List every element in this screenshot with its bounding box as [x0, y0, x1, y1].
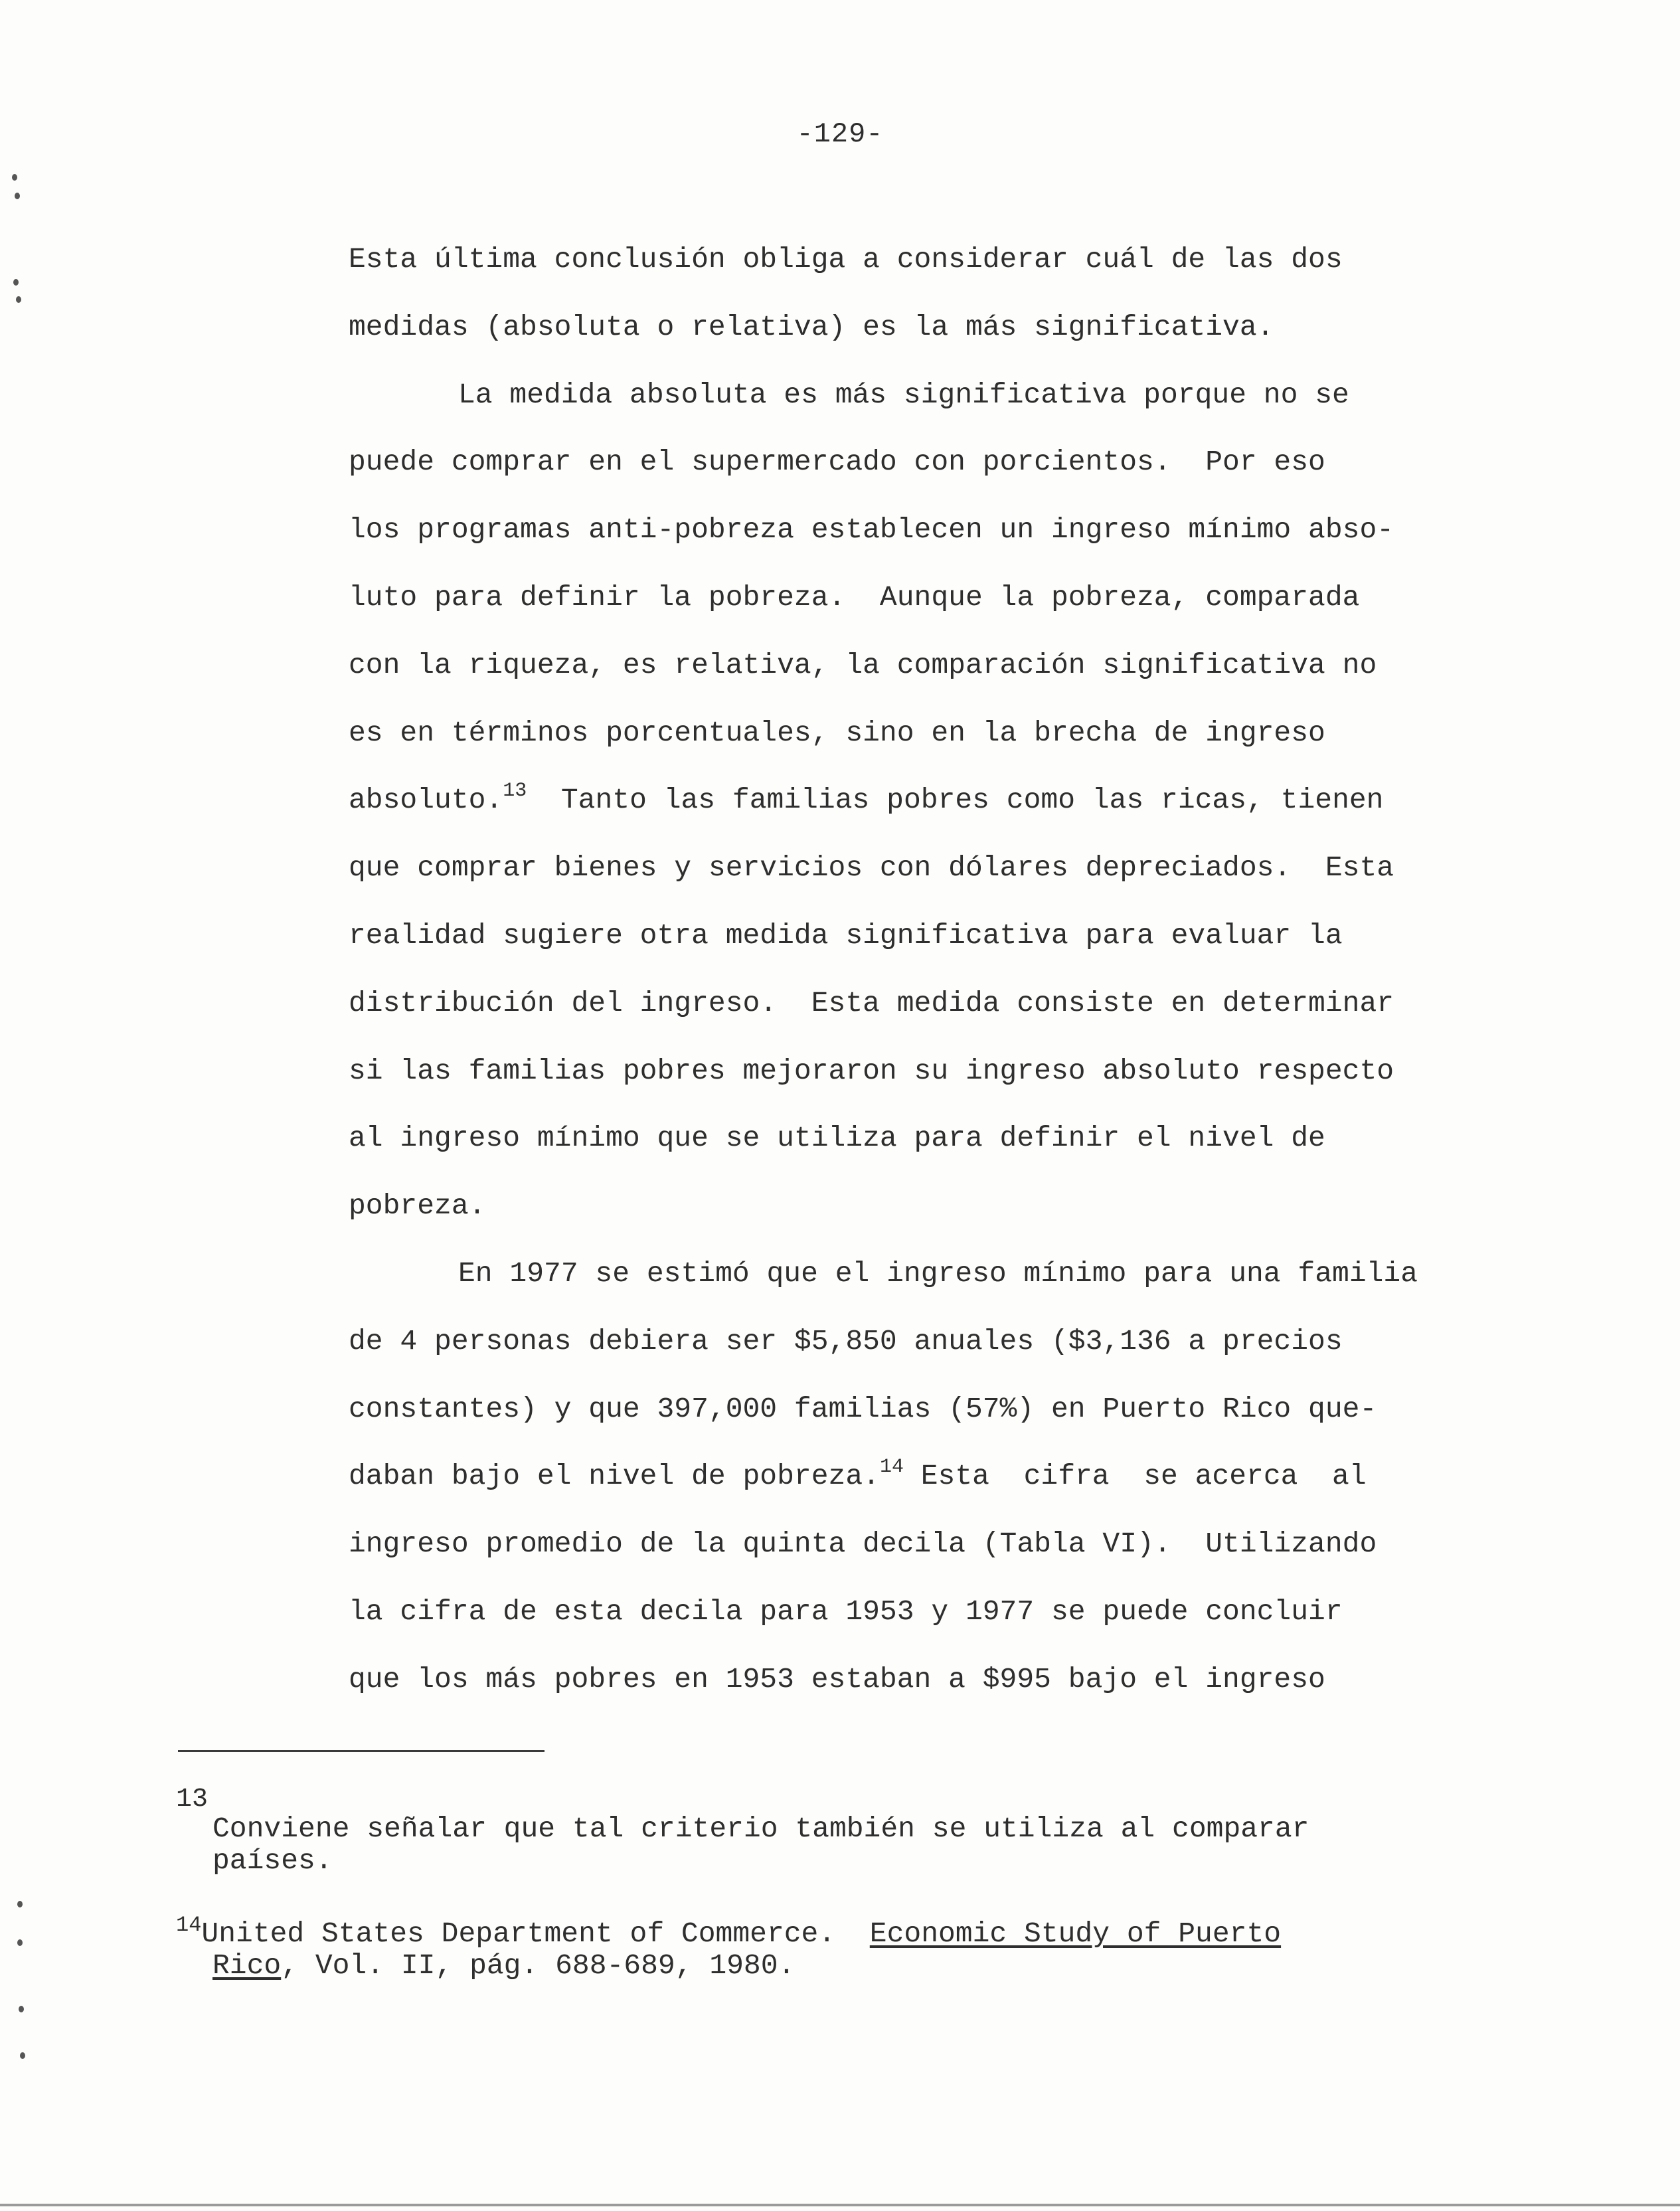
text-line-content: absoluto. [349, 784, 503, 817]
text-line-content: puede comprar en el supermercado con porcientos. Por eso [349, 446, 1325, 479]
text-line-content: La medida absoluta es más significativa porque no se [458, 378, 1349, 411]
footnote-text: países. [212, 1844, 333, 1877]
footnotes [176, 1787, 1438, 2023]
page-number: -129- [796, 118, 884, 150]
text-line-content: Tanto las familias pobres como las ricas, tienen [527, 784, 1384, 817]
text-line-content: es en términos porcentuales, sino en la brecha de ingreso [349, 716, 1325, 749]
text-line [349, 1308, 1491, 1375]
footnote-title: Rico [212, 1949, 282, 1982]
text-line [349, 766, 1491, 834]
scan-bottom-edge [0, 2204, 1680, 2206]
text-line [349, 361, 1491, 429]
text-line [349, 496, 1491, 564]
text-line [349, 1646, 1491, 1714]
text-line [349, 632, 1491, 699]
text-line-content: En 1977 se estimó que el ingreso mínimo para una familia [458, 1257, 1418, 1290]
text-line-content: de 4 personas debiera ser $5,850 anuales ($3,136 a precios [349, 1324, 1343, 1358]
margin-speck [17, 1939, 23, 1946]
text-line-content: al ingreso mínimo que se utiliza para definir el nivel de [349, 1122, 1325, 1155]
footnote-line [176, 1950, 1438, 1982]
margin-speck [12, 174, 17, 181]
margin-speck [15, 193, 20, 199]
margin-speck [20, 2052, 25, 2059]
footnote-line [176, 1913, 1438, 1950]
margin-speck [19, 2006, 24, 2012]
text-line [349, 428, 1491, 496]
text-line-content: ingreso promedio de la quinta decila (Tabla VI). Utilizando [349, 1528, 1377, 1561]
margin-speck [13, 279, 19, 286]
footnote-reference: 13 [503, 780, 527, 803]
text-line [349, 1578, 1491, 1646]
footnote-text: Conviene señalar que tal criterio también se utiliza al comparar [212, 1813, 1309, 1845]
footnote-14 [176, 1913, 1438, 1982]
text-line-content: Esta cifra se acerca al [903, 1460, 1367, 1493]
text-line [349, 970, 1491, 1037]
text-line-content: la cifra de esta decila para 1953 y 1977 se puede concluir [349, 1595, 1343, 1628]
footnote-marker: 14 [176, 1913, 202, 1937]
footnote-text: United States Department of Commerce. [201, 1917, 870, 1950]
text-line-content: distribución del ingreso. Esta medida consiste en determinar [349, 986, 1394, 1019]
body-text [349, 226, 1491, 1714]
text-line [349, 226, 1491, 294]
text-line-content: con la riqueza, es relativa, la comparación significativa no [349, 648, 1377, 681]
text-line [349, 294, 1491, 361]
text-line [349, 1037, 1491, 1105]
margin-speck [17, 1901, 23, 1907]
text-line-content: constantes) y que 397,000 familias (57%) en Puerto Rico que- [349, 1392, 1377, 1425]
text-line [349, 1240, 1491, 1308]
footnote-title: Economic Study of Puerto [869, 1917, 1282, 1950]
text-line-content: realidad sugiere otra medida significativa para evaluar la [349, 919, 1343, 952]
text-line-content: pobreza. [349, 1190, 486, 1223]
text-line-content: medidas (absoluta o relativa) es la más significativa. [349, 310, 1274, 343]
text-line [349, 1510, 1491, 1578]
text-line-content: Esta última conclusión obliga a considerar cuál de las dos [349, 243, 1343, 276]
text-line-content: luto para definir la pobreza. Aunque la pobreza, comparada [349, 580, 1360, 614]
margin-speck [16, 296, 21, 303]
text-line [349, 1375, 1491, 1443]
text-line [349, 699, 1491, 767]
text-line [349, 1105, 1491, 1172]
text-line [349, 902, 1491, 970]
text-line-content: que comprar bienes y servicios con dólares depreciados. Esta [349, 851, 1394, 885]
footnote-13 [176, 1787, 1438, 1877]
text-line-content: que los más pobres en 1953 estaban a $995 bajo el ingreso [349, 1662, 1325, 1696]
text-line [349, 564, 1491, 632]
footnote-divider [178, 1750, 545, 1752]
text-line [349, 1443, 1491, 1510]
text-line-content: daban bajo el nivel de pobreza. [349, 1460, 880, 1493]
footnote-reference: 14 [879, 1456, 904, 1479]
text-line [349, 834, 1491, 902]
text-line-content: si las familias pobres mejoraron su ingreso absoluto respecto [349, 1054, 1394, 1087]
text-line-content: los programas anti-pobreza establecen un ingreso mínimo abso- [349, 513, 1394, 547]
footnote-text: , Vol. II, pág. 688-689, 1980. [281, 1949, 796, 1982]
footnote-marker: 13 [176, 1785, 209, 1814]
text-line [349, 1172, 1491, 1240]
